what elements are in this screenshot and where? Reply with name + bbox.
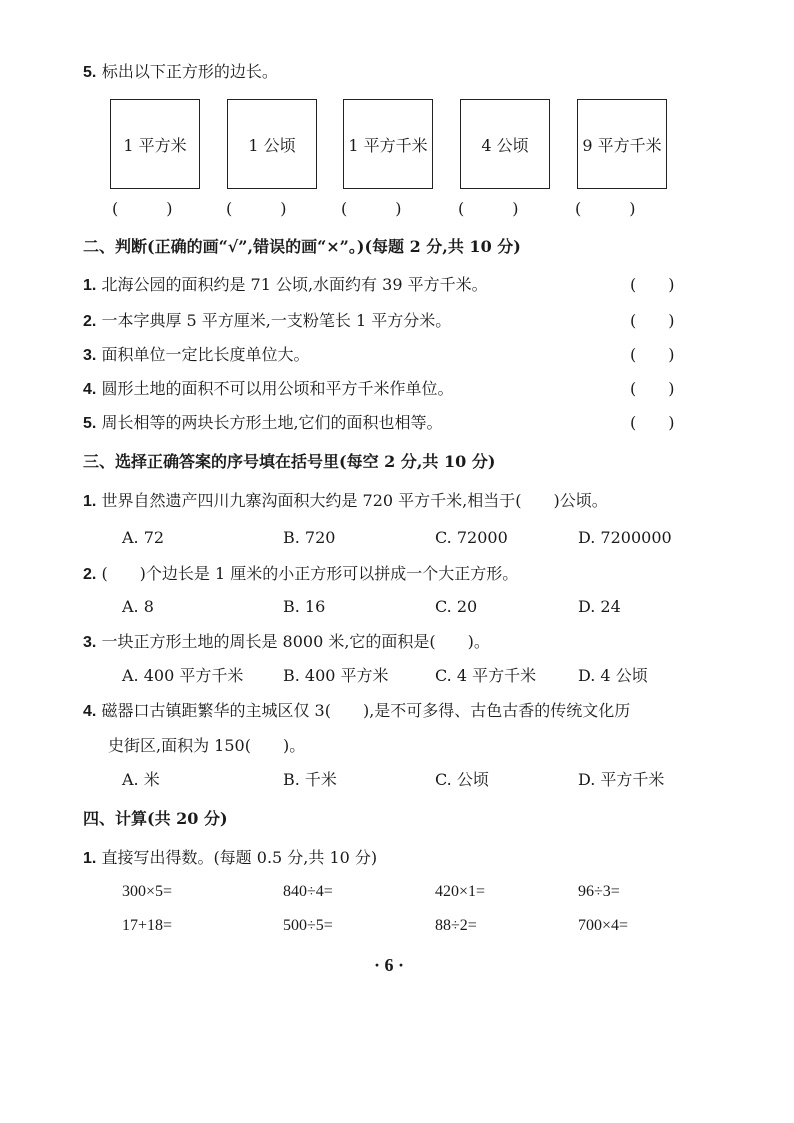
s3-q3-option-d[interactable]: D. 4 公顷 (578, 666, 648, 685)
s3-q2-num: 2. (83, 566, 97, 583)
calc-8: 700×4= (578, 917, 629, 934)
s2-item-1-blank[interactable]: ( ) (630, 275, 675, 294)
s3-q4-option-d[interactable]: D. 平方千米 (578, 770, 665, 789)
calc-4: 96÷3= (578, 883, 620, 900)
s2-item-3-blank[interactable]: ( ) (630, 345, 675, 364)
s3-q4-option-a[interactable]: A. 米 (122, 770, 160, 789)
s2-item-1-num: 1. (83, 277, 97, 294)
s2-item-2-blank[interactable]: ( ) (630, 311, 675, 330)
section2-title: 二、判断(正确的画“√”,错误的画“×”。)(每题 2 分,共 10 分) (83, 237, 521, 256)
square-3 (343, 99, 433, 189)
square-5-label: 9 平方千米 (582, 135, 662, 155)
q5-header (83, 62, 278, 83)
s3-q2 (83, 564, 518, 585)
s2-item-1 (83, 275, 488, 296)
s3-q2-option-a[interactable]: A. 8 (122, 597, 154, 616)
square-4-label: 4 公顷 (481, 135, 529, 155)
square-3-label: 1 平方千米 (348, 135, 428, 155)
s3-q2-option-c[interactable]: C. 20 (435, 597, 478, 616)
q5-blank-3[interactable]: ( ) (341, 199, 402, 218)
s2-item-4-text: 圆形土地的面积不可以用公顷和平方千米作单位。 (101, 379, 454, 398)
s2-item-5-text: 周长相等的两块长方形土地,它们的面积也相等。 (101, 413, 443, 432)
s3-q4-line1: 磁器口古镇距繁华的主城区仅 3( ),是不可多得、古色古香的传统文化历 (101, 701, 631, 720)
q5-blank-1[interactable]: ( ) (112, 199, 173, 218)
s2-item-4 (83, 379, 453, 400)
s2-item-5-num: 5. (83, 415, 97, 432)
calc-6: 500÷5= (283, 917, 333, 934)
q5-blank-2[interactable]: ( ) (226, 199, 287, 218)
square-4 (460, 99, 550, 189)
s3-q3-option-c[interactable]: C. 4 平方千米 (435, 666, 537, 685)
s2-item-2-text: 一本字典厚 5 平方厘米,一支粉笔长 1 平方分米。 (101, 311, 452, 330)
s2-item-3-num: 3. (83, 347, 97, 364)
calc-2: 840÷4= (283, 883, 333, 900)
square-2 (227, 99, 317, 189)
calc-5: 17+18= (122, 917, 173, 934)
q5-blank-5[interactable]: ( ) (575, 199, 636, 218)
s3-q1-option-d[interactable]: D. 7200000 (578, 528, 672, 547)
s2-item-2-num: 2. (83, 313, 97, 330)
s3-q4-option-c[interactable]: C. 公顷 (435, 770, 489, 789)
s3-q1-text: 世界自然遗产四川九寨沟面积大约是 720 平方千米,相当于( )公顷。 (101, 491, 608, 510)
square-1-label: 1 平方米 (123, 135, 187, 155)
s4-q1 (83, 848, 377, 869)
s2-item-3 (83, 345, 309, 366)
s3-q3-num: 3. (83, 634, 97, 651)
s3-q4-line2: 史街区,面积为 150( )。 (108, 736, 306, 755)
s3-q3 (83, 632, 490, 653)
s4-q1-num: 1. (83, 850, 97, 867)
s3-q1-num: 1. (83, 493, 97, 510)
s2-item-5-blank[interactable]: ( ) (630, 413, 675, 432)
section3-title: 三、选择正确答案的序号填在括号里(每空 2 分,共 10 分) (83, 452, 496, 471)
s3-q1-option-c[interactable]: C. 72000 (435, 528, 508, 547)
s3-q4-num: 4. (83, 703, 97, 720)
s3-q3-option-a[interactable]: A. 400 平方千米 (122, 666, 244, 685)
s2-item-2 (83, 311, 451, 332)
calc-3: 420×1= (435, 883, 486, 900)
s3-q4-option-b[interactable]: B. 千米 (283, 770, 337, 789)
s4-q1-text: 直接写出得数。(每题 0.5 分,共 10 分) (101, 848, 378, 867)
s3-q1 (83, 491, 608, 512)
section4-title: 四、计算(共 20 分) (83, 809, 228, 828)
q5-prompt: 标出以下正方形的边长。 (101, 62, 278, 81)
s3-q2-option-b[interactable]: B. 16 (283, 597, 326, 616)
s2-item-4-num: 4. (83, 381, 97, 398)
s2-item-1-text: 北海公园的面积约是 71 公顷,水面约有 39 平方千米。 (101, 275, 488, 294)
calc-1: 300×5= (122, 883, 173, 900)
s2-item-4-blank[interactable]: ( ) (630, 379, 675, 398)
page-number: · 6 · (374, 955, 405, 975)
q5-number: 5. (83, 64, 97, 81)
s3-q2-option-d[interactable]: D. 24 (578, 597, 621, 616)
s3-q2-text: ( )个边长是 1 厘米的小正方形可以拼成一个大正方形。 (101, 564, 519, 583)
s3-q3-text: 一块正方形土地的周长是 8000 米,它的面积是( )。 (101, 632, 490, 651)
q5-blank-4[interactable]: ( ) (458, 199, 519, 218)
s2-item-3-text: 面积单位一定比长度单位大。 (101, 345, 310, 364)
s2-item-5 (83, 413, 443, 434)
s3-q1-option-b[interactable]: B. 720 (283, 528, 336, 547)
s3-q4 (83, 701, 630, 722)
s3-q1-option-a[interactable]: A. 72 (122, 528, 165, 547)
s3-q3-option-b[interactable]: B. 400 平方米 (283, 666, 389, 685)
square-2-label: 1 公顷 (248, 135, 296, 155)
square-1 (110, 99, 200, 189)
calc-7: 88÷2= (435, 917, 477, 934)
square-5 (577, 99, 667, 189)
